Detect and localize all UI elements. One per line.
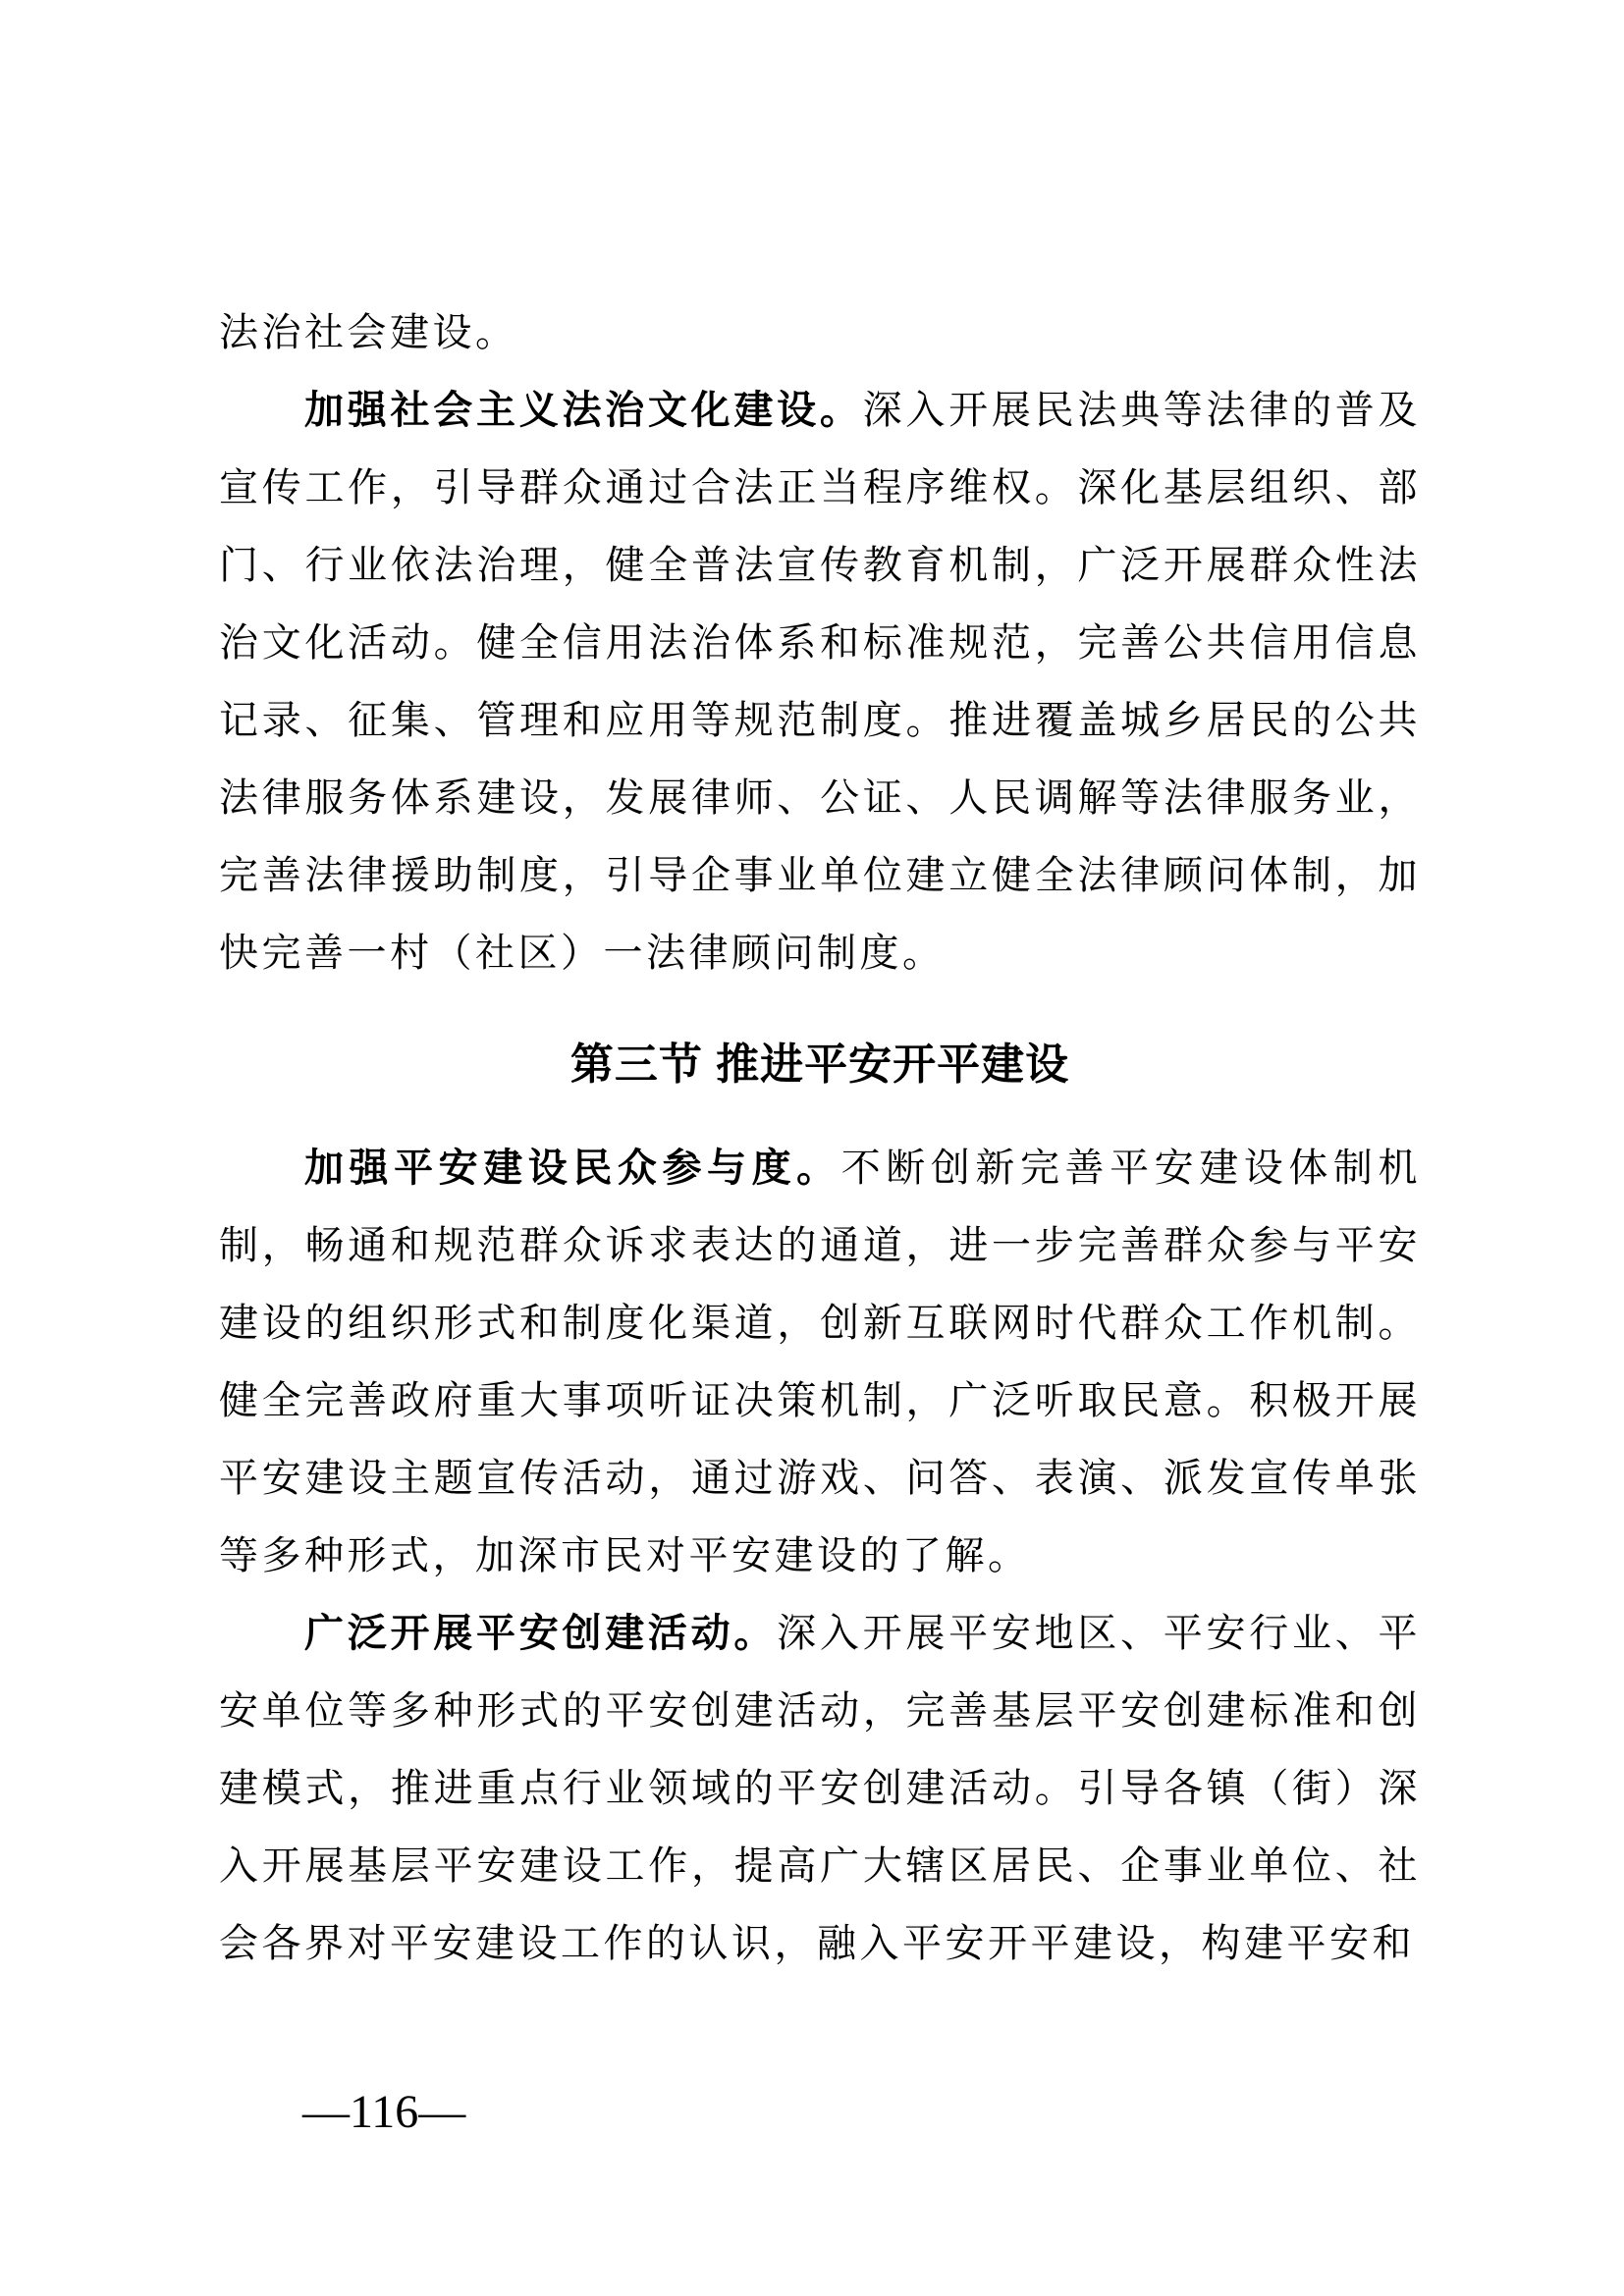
section-heading: 第三节 推进平安开平建设 <box>569 1041 1070 1089</box>
creation-paragraph-lead: 广泛开展平安创建活动。 <box>304 1611 778 1655</box>
participation-paragraph-lead: 加强平安建设民众参与度。 <box>304 1146 841 1190</box>
participation-paragraph <box>219 1129 1421 1594</box>
participation-paragraph-body: 不断创新完善平安建设体制机制，畅通和规范群众诉求表达的通道，进一步完善群众参与平安建设的组织形式和制度化渠道，创新互联网时代群众工作机制。健全完善政府重大事项听证决策机制，广泛听取民意。积极开展平安建设主题宣传活动，通过游戏、问答、表演、派发宣传单张等多种形式，加深市民对平安建设的了解。 <box>219 1146 1421 1577</box>
body-text-block <box>219 294 1421 1982</box>
law-culture-paragraph-lead: 加强社会主义法治文化建设。 <box>304 388 863 432</box>
continuation-paragraph: 法治社会建设。 <box>219 310 518 354</box>
creation-paragraph <box>219 1594 1421 1982</box>
law-culture-paragraph-body: 深入开展民法典等法律的普及宣传工作，引导群众通过合法正当程序维权。深化基层组织、部门、行业依法治理，健全普法宣传教育机制，广泛开展群众性法治文化活动。健全信用法治体系和标准规范，完善公共信用信息记录、征集、管理和应用等规范制度。推进覆盖城乡居民的公共法律服务体系建设，发展律师、公证、人民调解等法律服务业，完善法律援助制度，引导企事业单位建立健全法律顾问体制，加快完善一村（社区）一法律顾问制度。 <box>219 388 1422 975</box>
law-culture-paragraph <box>219 371 1421 991</box>
creation-paragraph-body: 深入开展平安地区、平安行业、平安单位等多种形式的平安创建活动，完善基层平安创建标准和创建模式，推进重点行业领域的平安创建活动。引导各镇（街）深入开展基层平安建设工作，提高广大辖区居民、企事业单位、社会各界对平安建设工作的认识，融入平安开平建设，构建平安和 <box>219 1611 1422 1965</box>
page-number: —116— <box>302 2086 466 2138</box>
